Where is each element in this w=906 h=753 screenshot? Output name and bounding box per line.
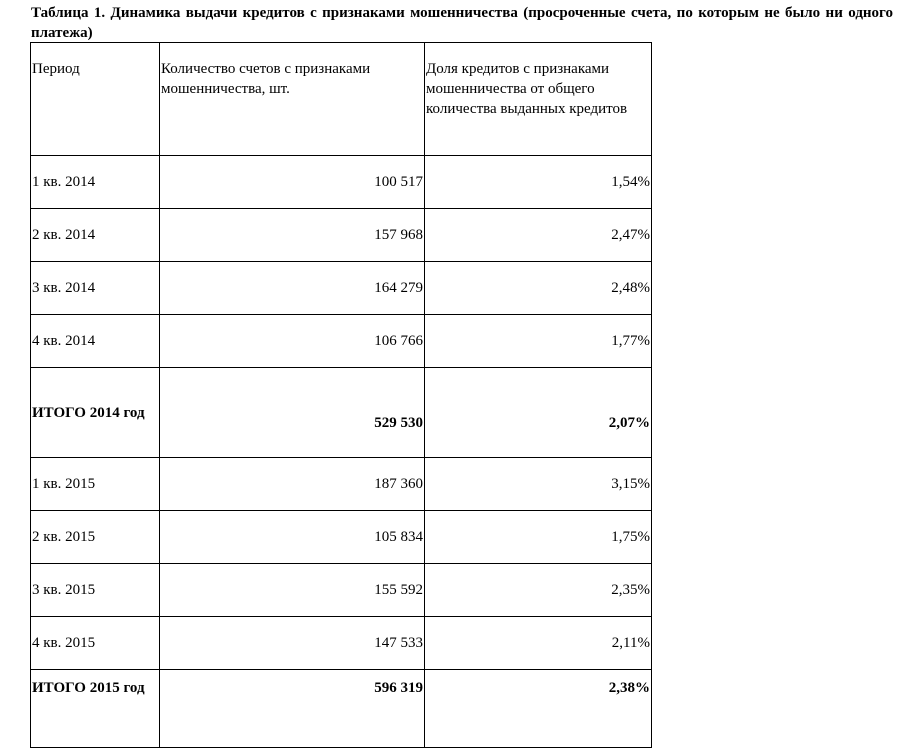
fraud-credits-table [30,42,652,748]
count-cell: 164 279 [160,262,425,315]
period-cell: 3 кв. 2015 [31,564,160,617]
header-count: Количество счетов с признаками мошенничества, шт. [160,43,425,156]
header-period: Период [31,43,160,156]
period-cell: 2 кв. 2014 [31,209,160,262]
count-cell: 155 592 [160,564,425,617]
header-share: Доля кредитов с признаками мошенничества от общего количества выданных кредитов [425,43,652,156]
total-share-cell: 2,38% [425,670,652,748]
table-row [31,209,652,262]
table-row [31,617,652,670]
count-cell: 106 766 [160,315,425,368]
total-count-cell: 529 530 [160,368,425,458]
share-cell: 2,11% [425,617,652,670]
share-cell: 1,54% [425,156,652,209]
total-period-cell: ИТОГО 2014 год [31,368,160,458]
share-cell: 1,77% [425,315,652,368]
table-row [31,156,652,209]
share-cell: 1,75% [425,511,652,564]
table-row [31,564,652,617]
total-row-2014 [31,368,652,458]
share-cell: 2,47% [425,209,652,262]
count-cell: 187 360 [160,458,425,511]
total-row-2015 [31,670,652,748]
share-cell: 2,35% [425,564,652,617]
table-caption: Таблица 1. Динамика выдачи кредитов с признаками мошенничества (просроченные счета, по которым не было ни одного платежа) [31,5,893,41]
count-cell: 105 834 [160,511,425,564]
count-cell: 157 968 [160,209,425,262]
count-cell: 147 533 [160,617,425,670]
period-cell: 4 кв. 2014 [31,315,160,368]
period-cell: 2 кв. 2015 [31,511,160,564]
table-row [31,458,652,511]
period-cell: 3 кв. 2014 [31,262,160,315]
total-count-cell: 596 319 [160,670,425,748]
period-cell: 1 кв. 2015 [31,458,160,511]
table-row [31,315,652,368]
period-cell: 4 кв. 2015 [31,617,160,670]
share-cell: 2,48% [425,262,652,315]
total-share-cell: 2,07% [425,368,652,458]
table-row [31,511,652,564]
table-header-row [31,43,652,156]
total-period-cell: ИТОГО 2015 год [31,670,160,748]
period-cell: 1 кв. 2014 [31,156,160,209]
table-row [31,262,652,315]
share-cell: 3,15% [425,458,652,511]
count-cell: 100 517 [160,156,425,209]
